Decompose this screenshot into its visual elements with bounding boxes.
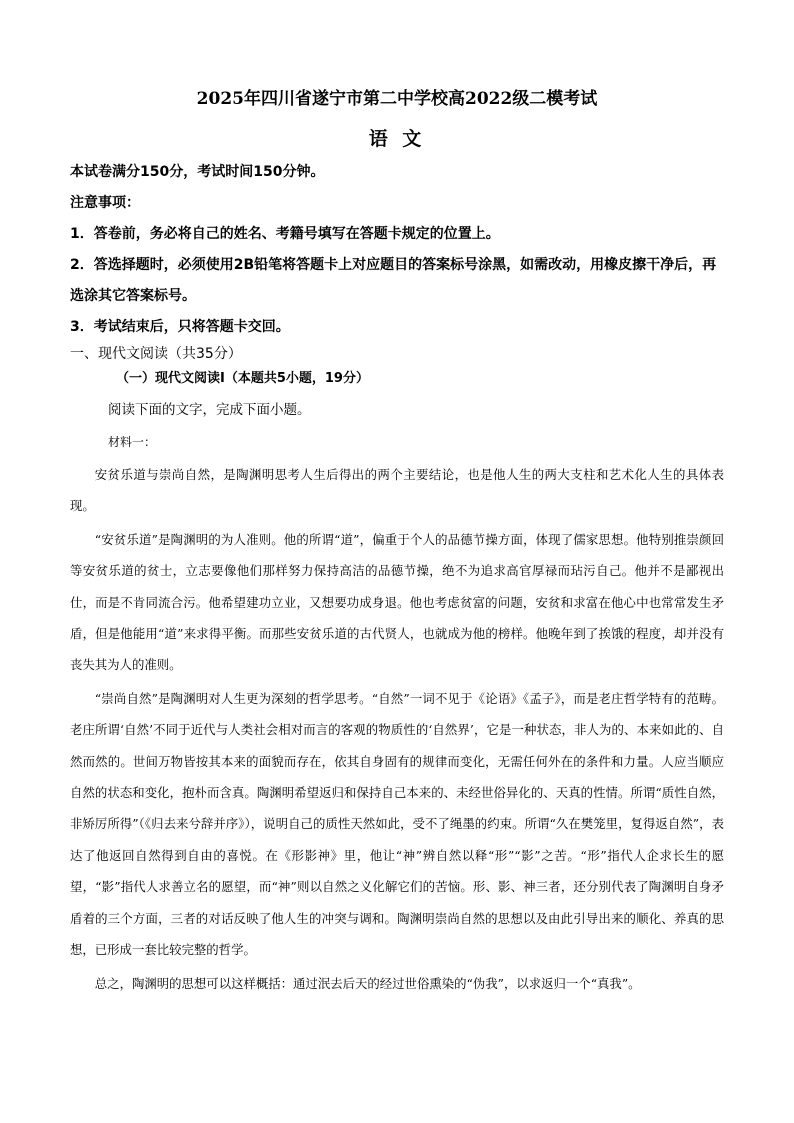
body-paragraph: “安贫乐道”是陶渊明的为人准则。他的所谓“道”，偏重于个人的品德节操方面，体现了儒家思想。他特别推崇颜回等安贫乐道的贫士，立志要像他们那样努力保持高洁的品德节操，绝不为追求高官厚禄而玷污自己。他并不是鄙视出仕，而是不肯同流合污。他希望建功立业，又想要功成身退。他也考虑贫富的问题，安贫和求富在他心中也常常发生矛盾，但是他能用“道”来求得平衡。而那些安贫乐道的古代贤人，也就成为他的榜样。他晚年到了挨饿的程度，却并没有丧失其为人的准则。	[70, 531, 724, 673]
exam-title: 2025年四川省遂宁市第二中学校高2022级二模考试	[196, 89, 598, 109]
material-label: 材料一：	[108, 435, 157, 449]
body-paragraph: 安贫乐道与崇尚自然，是陶渊明思考人生后得出的两个主要结论，也是他人生的两大支柱和艺术化人生的具体表现。	[70, 467, 724, 514]
subsection-heading: （一）现代文阅读Ⅰ（本题共5小题，19分）	[116, 371, 369, 386]
body-paragraph: 总之，陶渊明的思想可以这样概括：通过泯去后天的经过世俗熏染的“伪我”，以求返归一个“真我”。	[94, 975, 641, 991]
body-paragraph: “崇尚自然”是陶渊明对人生更为深刻的哲学思考。“自然”一词不见于《论语》《孟子》，而是老庄哲学特有的范畴。老庄所谓‘自然’不同于近代与人类社会相对而言的客观的物质性的‘自然界’，它是一种状态，非人为的、本来如此的、自然而然的。世间万物皆按其本来的面貌而存在，依其自身固有的规律而变化，无需任何外在的条件和力量。人应当顺应自然的状态和变化，抱朴而含真。陶渊明希望返归和保持自己本来的、未经世俗异化的、天真的性情。所谓“质性自然，非矫厉所得”（《归去来兮辞并序》），说明自己的质性天然如此，受不了绳墨的约束。所谓“久在樊笼里，复得返自然”，表达了他返回自然得到自由的喜悦。在《形影神》里，他让“神”辨自然以释“形”“影”之苦。“形”指代人企求长生的愿望，“影”指代人求善立名的愿望，而“神”则以自然之义化解它们的苦恼。形、影、神三者，还分别代表了陶渊明自身矛盾着的三个方面，三者的对话反映了他人生的冲突与调和。陶渊明崇尚自然的思想以及由此引导出来的顺化、养真的思想，已形成一套比较完整的哲学。	[70, 690, 724, 958]
reading-instruction: 阅读下面的文字，完成下面小题。	[108, 402, 311, 418]
section-heading: 一、现代文阅读（共35分）	[70, 346, 242, 362]
note-item-3: 3．考试结束后，只将答题卡交回。	[70, 319, 290, 335]
note-item-2: 2．答选择题时，必须使用2B铅笔将答题卡上对应题目的答案标号涂黑，如需改动，用橡皮擦干净后，再选涂其它答案标号。	[70, 257, 717, 304]
note-item-1: 1．答卷前，务必将自己的姓名、考籍号填写在答题卡规定的位置上。	[70, 226, 500, 242]
exam-info: 本试卷满分150分，考试时间150分钟。	[70, 164, 325, 180]
subject-title: 语 文	[368, 128, 426, 150]
notes-heading: 注意事项：	[70, 195, 140, 211]
